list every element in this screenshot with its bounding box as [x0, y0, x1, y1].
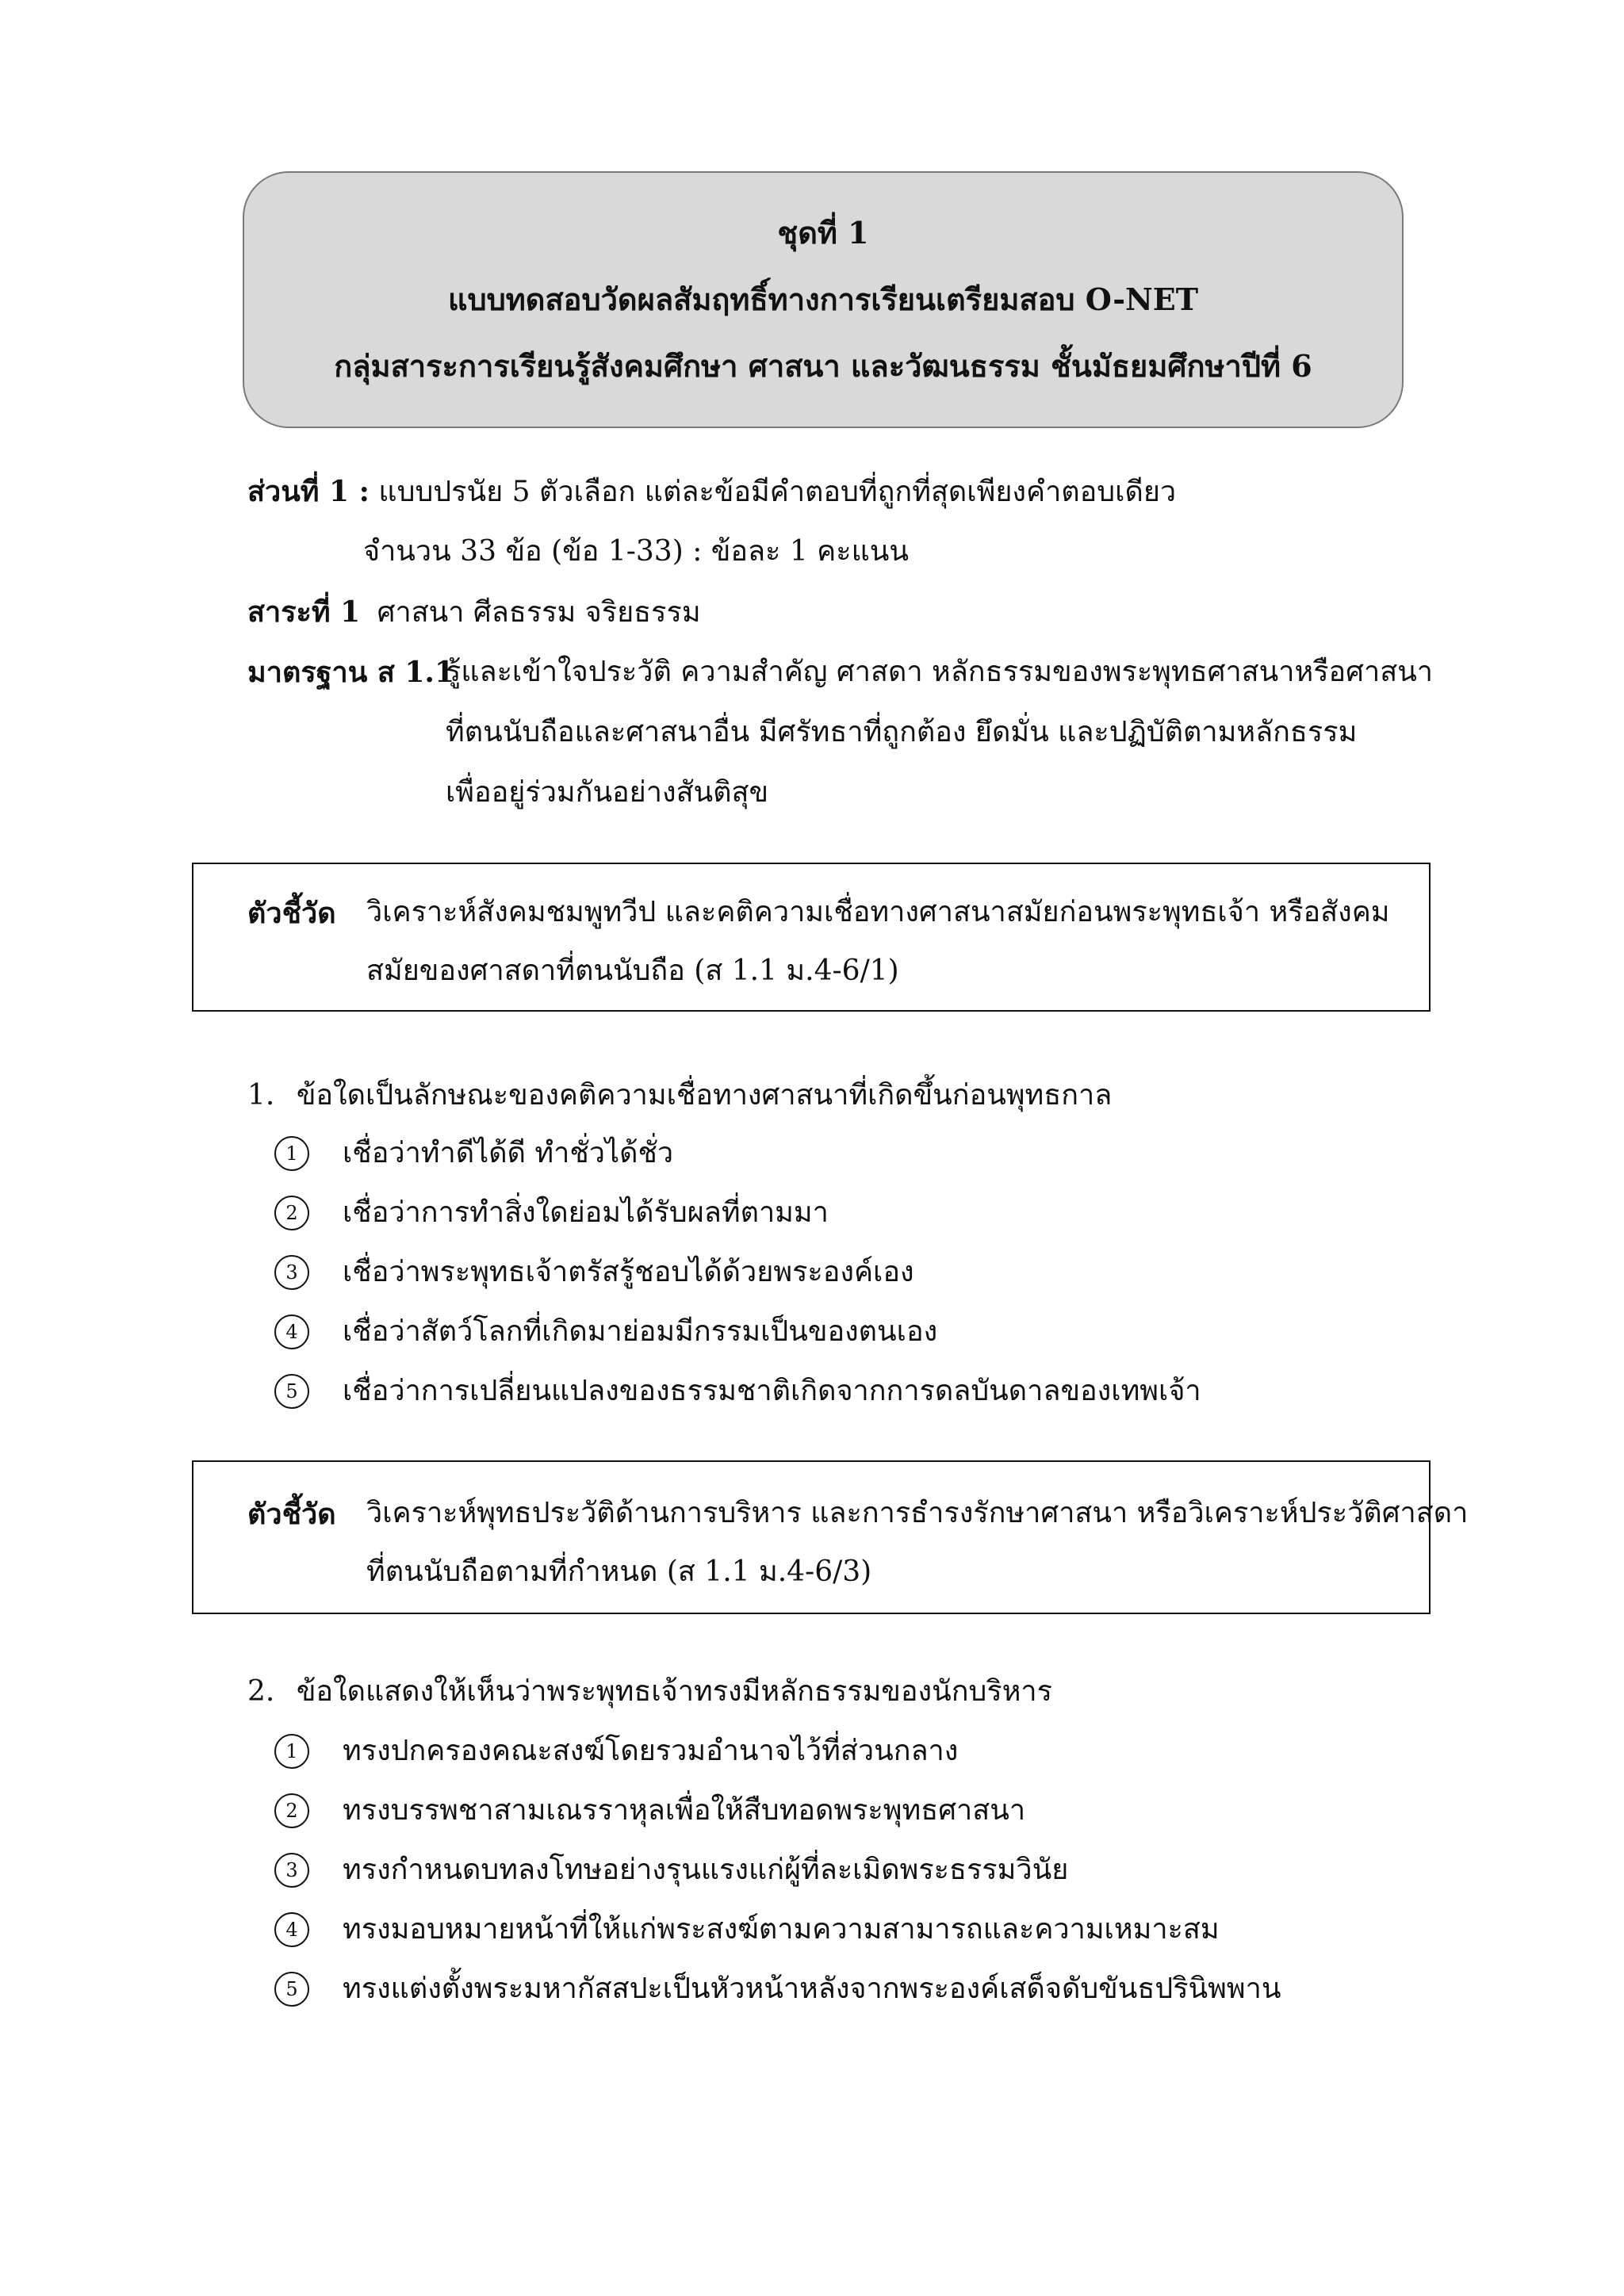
standard-line-1: รู้และเข้าใจประวัติ ความสำคัญ ศาสดา หลักธรรมของพระพุทธศาสนาหรือศาสนา [446, 656, 1434, 688]
strand-text: ศาสนา ศีลธรรม จริยธรรม [377, 596, 701, 629]
question-text: ข้อใดเป็นลักษณะของคติความเชื่อทางศาสนาที่เกิดขึ้นก่อนพุทธกาล [296, 1079, 1113, 1112]
indicator-line: วิเคราะห์สังคมชมพูทวีป และคติความเชื่อทางศาสนาสมัยก่อนพระพุทธเจ้า หรือสังคม [366, 896, 1390, 928]
question-2-option-5[interactable] [274, 1969, 1281, 2009]
question-2-option-2[interactable] [274, 1791, 1025, 1831]
subject-line: กลุ่มสาระการเรียนรู้สังคมศึกษา ศาสนา และวัฒนธรรม ชั้นมัธยมศึกษาปีที่ 6 [334, 348, 1312, 384]
option-text: ทรงมอบหมายหน้าที่ให้แก่พระสงฆ์ตามความสามารถและความเหมาะสม [343, 1913, 1220, 1946]
indicator-box-1 [192, 863, 1431, 1012]
option-number-circle[interactable]: 5 [274, 1374, 309, 1409]
question-text: ข้อใดแสดงให้เห็นว่าพระพุทธเจ้าทรงมีหลักธรรมของนักบริหาร [296, 1675, 1052, 1708]
title-box [243, 171, 1404, 428]
part-count-line: จำนวน 33 ข้อ (ข้อ 1-33) : ข้อละ 1 คะแนน [363, 535, 910, 568]
question-2-stem [247, 1674, 1052, 1709]
part-line [247, 474, 1176, 510]
option-number-circle[interactable]: 3 [274, 1255, 309, 1290]
question-2-option-3[interactable] [274, 1850, 1068, 1890]
question-number: 2. [247, 1675, 275, 1708]
option-number-circle[interactable]: 4 [274, 1912, 309, 1947]
option-number-circle[interactable]: 1 [274, 1136, 309, 1171]
part-description: แบบปรนัย 5 ตัวเลือก แต่ละข้อมีคำตอบที่ถูกที่สุดเพียงคำตอบเดียว [378, 476, 1177, 508]
option-text: ทรงแต่งตั้งพระมหากัสสปะเป็นหัวหน้าหลังจากพระองค์เสด็จดับขันธปรินิพพาน [343, 1973, 1281, 2005]
standard-line-2: ที่ตนนับถือและศาสนาอื่น มีศรัทธาที่ถูกต้อง ยึดมั่น และปฏิบัติตามหลักธรรม [446, 716, 1358, 748]
indicator-label: ตัวชี้วัด [247, 897, 336, 930]
option-number-circle[interactable]: 3 [274, 1853, 309, 1888]
option-number-circle[interactable]: 2 [274, 1196, 309, 1230]
option-text: ทรงปกครองคณะสงฆ์โดยรวมอำนาจไว้ที่ส่วนกลาง [343, 1735, 959, 1767]
indicator-line: วิเคราะห์พุทธประวัติด้านการบริหาร และการธำรงรักษาศาสนา หรือวิเคราะห์ประวัติศาสดา [366, 1497, 1469, 1529]
option-number-circle[interactable]: 4 [274, 1314, 309, 1349]
question-1-option-2[interactable] [274, 1193, 829, 1233]
question-2-option-4[interactable] [274, 1910, 1220, 1950]
question-1-option-4[interactable] [274, 1312, 937, 1352]
option-number-circle[interactable]: 5 [274, 1972, 309, 2007]
option-text: เชื่อว่าการทำสิ่งใดย่อมได้รับผลที่ตามมา [343, 1196, 829, 1229]
strand-label: สาระที่ 1 [247, 595, 361, 629]
question-1-stem [247, 1078, 1112, 1113]
indicator-label: ตัวชี้วัด [247, 1498, 336, 1531]
option-text: เชื่อว่าทำดีได้ดี ทำชั่วได้ชั่ว [343, 1137, 674, 1169]
option-text: เชื่อว่าสัตว์โลกที่เกิดมาย่อมมีกรรมเป็นของตนเอง [343, 1315, 938, 1348]
question-number: 1. [247, 1079, 275, 1112]
option-text: เชื่อว่าการเปลี่ยนแปลงของธรรมชาติเกิดจากการดลบันดาลของเทพเจ้า [343, 1375, 1201, 1407]
question-1-option-5[interactable] [274, 1372, 1201, 1411]
option-number-circle[interactable]: 1 [274, 1734, 309, 1769]
test-title: แบบทดสอบวัดผลสัมฤทธิ์ทางการเรียนเตรียมสอบ O-NET [448, 281, 1198, 317]
question-1-option-3[interactable] [274, 1253, 914, 1292]
option-number-circle[interactable]: 2 [274, 1793, 309, 1828]
indicator-box-2 [192, 1460, 1469, 1614]
standard-label: มาตรฐาน ส 1.1 [247, 656, 455, 689]
question-1-option-1[interactable] [274, 1134, 673, 1173]
part-label: ส่วนที่ 1 : [247, 475, 370, 508]
indicator-line: สมัยของศาสดาที่ตนนับถือ (ส 1.1 ม.4-6/1) [366, 955, 899, 987]
option-text: เชื่อว่าพระพุทธเจ้าตรัสรู้ชอบได้ด้วยพระองค์เอง [343, 1256, 914, 1288]
indicator-line: ที่ตนนับถือตามที่กำหนด (ส 1.1 ม.4-6/3) [366, 1556, 872, 1588]
strand-line [247, 595, 701, 630]
set-title: ชุดที่ 1 [777, 215, 869, 251]
standard-line-3: เพื่ออยู่ร่วมกันอย่างสันติสุข [446, 776, 769, 809]
option-text: ทรงบรรพชาสามเณรราหุลเพื่อให้สืบทอดพระพุทธศาสนา [343, 1794, 1026, 1827]
question-2-option-1[interactable] [274, 1732, 958, 1771]
option-text: ทรงกำหนดบทลงโทษอย่างรุนแรงแก่ผู้ที่ละเมิดพระธรรมวินัย [343, 1854, 1069, 1886]
